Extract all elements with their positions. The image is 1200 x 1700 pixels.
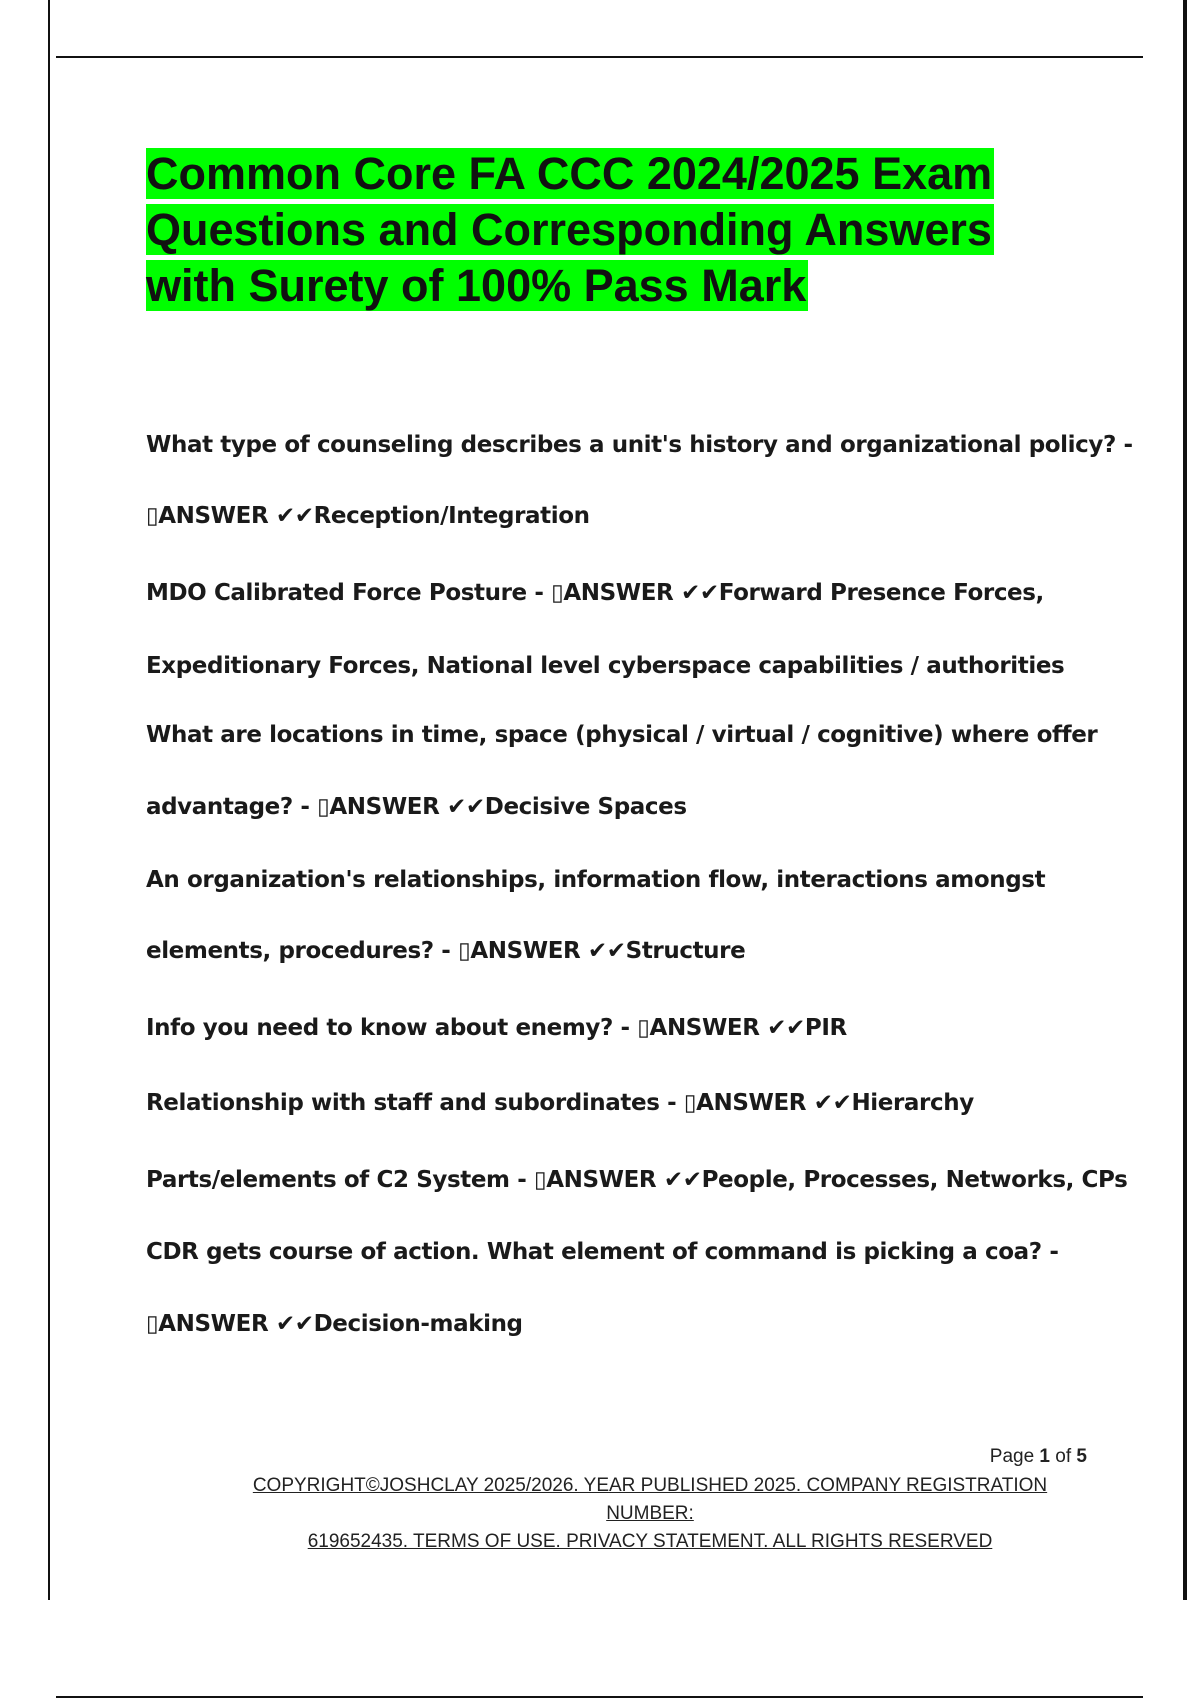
copyright-notice — [210, 1472, 1090, 1556]
bottom-rule — [56, 1696, 1143, 1698]
title-line: Common Core FA CCC 2024/2025 Exam — [146, 148, 993, 199]
copyright-line: COPYRIGHT©JOSHCLAY 2025/2026. YEAR PUBLISHED 2025. COMPANY REGISTRATION NUMBER: — [252, 1475, 1048, 1524]
qa-line: Relationship with staff and subordinates - ▯ANSWER ✔✔Hierarchy — [146, 1090, 974, 1116]
qa-line: What are locations in time, space (physical / virtual / cognitive) where offer — [146, 722, 1098, 748]
qa-line: What type of counseling describes a unit's history and organizational policy? - — [146, 432, 1133, 458]
qa-line: ▯ANSWER ✔✔Reception/Integration — [146, 503, 590, 529]
total-pages: 5 — [1076, 1446, 1087, 1467]
page-number: Page 1 of 5 — [989, 1446, 1087, 1467]
qa-line: Expeditionary Forces, National level cyberspace capabilities / authorities — [146, 653, 1065, 679]
document-title — [146, 146, 1066, 314]
qa-line: Info you need to know about enemy? - ▯ANSWER ✔✔PIR — [146, 1015, 847, 1041]
title-line: with Surety of 100% Pass Mark — [146, 260, 807, 311]
title-line: Questions and Corresponding Answers — [146, 204, 992, 255]
qa-line: An organization's relationships, information flow, interactions amongst — [146, 867, 1046, 893]
qa-line: ▯ANSWER ✔✔Decision-making — [146, 1311, 523, 1337]
qa-line: MDO Calibrated Force Posture - ▯ANSWER ✔✔Forward Presence Forces, — [146, 580, 1044, 606]
qa-line: elements, procedures? - ▯ANSWER ✔✔Structure — [146, 938, 746, 964]
page-border-left — [48, 0, 50, 1600]
current-page: 1 — [1039, 1446, 1050, 1467]
copyright-line: 619652435. TERMS OF USE. PRIVACY STATEMENT. ALL RIGHTS RESERVED — [307, 1531, 993, 1552]
qa-line: Parts/elements of C2 System - ▯ANSWER ✔✔People, Processes, Networks, CPs — [146, 1167, 1128, 1193]
page-border-right — [1183, 0, 1187, 1600]
top-rule — [56, 56, 1143, 58]
qa-line: advantage? - ▯ANSWER ✔✔Decisive Spaces — [146, 794, 687, 820]
qa-line: CDR gets course of action. What element of command is picking a coa? - — [146, 1239, 1059, 1265]
